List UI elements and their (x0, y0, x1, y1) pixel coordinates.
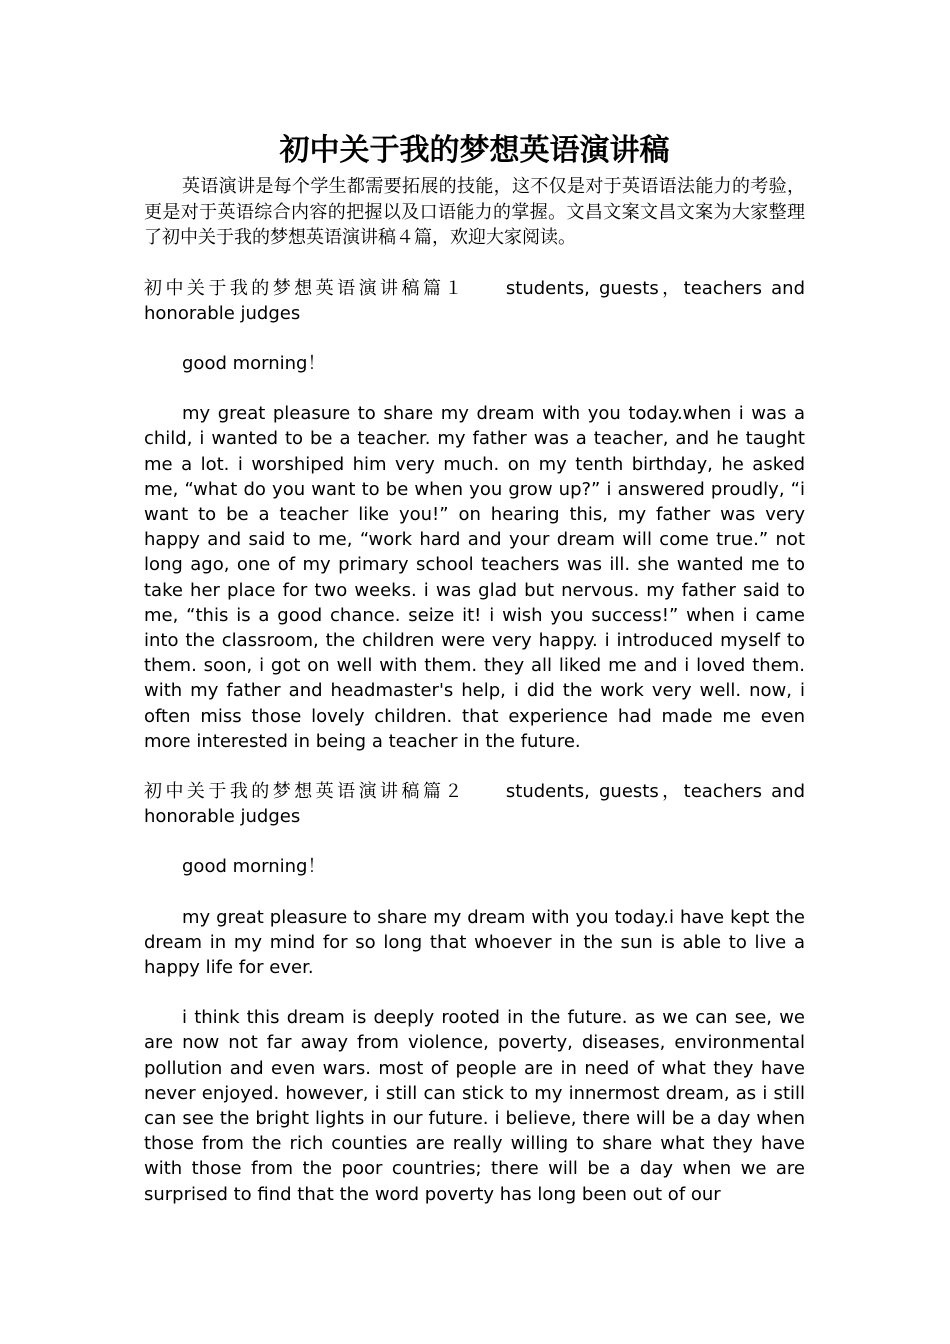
spacer (144, 829, 805, 854)
section-2-paragraph-2: i think this dream is deeply rooted in the future. as we can see, we are now not far away from violence, poverty, diseases, environmental pollution and even wars. most of people are in need of what they have never enjoyed. however, i still can stick to my innermost dream, as i still can see the bright lights in our future. i believe, there will be a day when those from the rich counties are really willing to share what they have with those from the poor countries; there will be a day when we are surprised to find that the word poverty has long been out of our (144, 1007, 805, 1205)
section-2-heading-line (144, 779, 805, 829)
section-1-salutation: students, guests，teachers and honorable judges (144, 277, 806, 324)
spacer (144, 251, 805, 276)
section-1-paragraph-1: my great pleasure to share my dream with you today.when i was a child, i wanted to be a teacher. my father was a teacher, and he taught me a lot. i worshiped him very much. on my tenth birthday, he asked me, “what do you want to be when you grow up?” i answered proudly, “i want to be a teacher like you!” on hearing this, my father was very happy and said to me, “work hard and your dream will come true.” not long ago, one of my primary school teachers was ill. she wanted me to take her place for two weeks. i was glad but nervous. my father said to me, “this is a good chance. seize it! i wish you success!” when i came into the classroom, the children were very happy. i introduced myself to them. soon, i got on well with them. they all liked me and i loved them. with my father and headmaster's help, i did the work very well. now, i often miss those lovely children. that experience had made me even more interested in being a teacher in the future. (144, 403, 805, 752)
spacer (144, 754, 805, 779)
section-2-greeting: good morning！ (182, 856, 326, 878)
intro-paragraph: 英语演讲是每个学生都需要拓展的技能，这不仅是对于英语语法能力的考验，更是对于英语综合内容的把握以及口语能力的掌握。文昌文案文昌文案为大家整理了初中关于我的梦想英语演讲稿４篇，欢迎大家阅读。 (144, 176, 805, 248)
document-title: 初中关于我的梦想英语演讲稿 (279, 133, 670, 168)
spacer (144, 326, 805, 351)
section-1-greeting: good morning！ (182, 352, 326, 374)
section-2-paragraph-1: my great pleasure to share my dream with you today.i have kept the dream in my mind for so long that whoever in the sun is able to live a happy life for ever. (144, 906, 805, 978)
section-2-salutation: students, guests，teachers and honorable judges (144, 780, 806, 828)
spacer (144, 880, 805, 905)
section-2-heading: 初中关于我的梦想英语演讲稿篇２ (144, 780, 466, 802)
spacer (144, 980, 805, 1005)
document-page (144, 128, 805, 1207)
section-1-heading: 初中关于我的梦想英语演讲稿篇１ (144, 277, 466, 299)
section-1-heading-line (144, 276, 805, 326)
spacer (144, 376, 805, 401)
